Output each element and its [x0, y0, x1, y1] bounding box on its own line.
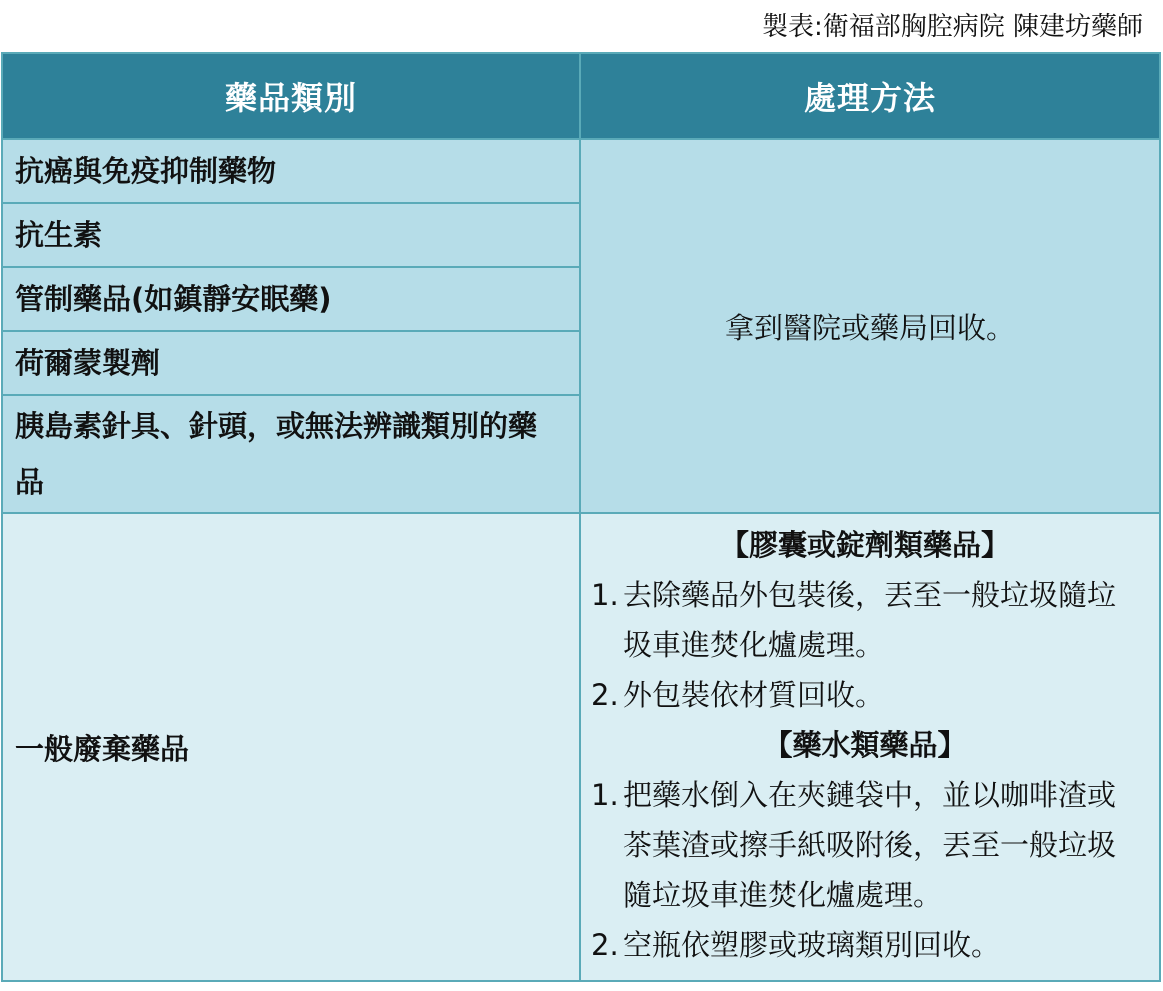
section-title: 【藥水類藥品】: [763, 728, 967, 762]
step-text: 去除藥品外包裝後，丟至一般垃圾隨垃圾車進焚化爐處理。: [623, 578, 1117, 662]
general-category-cell: 一般廢棄藥品: [2, 513, 580, 981]
section-title: 【膠囊或錠劑類藥品】: [719, 528, 1010, 562]
step-number: 1.: [591, 578, 619, 612]
medicine-disposal-table: [1, 52, 1161, 982]
table-header-row: [2, 53, 1160, 139]
list-item: [591, 770, 1139, 920]
list-item: [591, 570, 1139, 670]
header-category: 藥品類別: [2, 53, 580, 139]
category-cell: 抗癌與免疫抑制藥物: [2, 139, 580, 203]
category-cell: 管制藥品(如鎮靜安眠藥): [2, 267, 580, 331]
step-text: 外包裝依材質回收。: [623, 678, 885, 712]
table-row: [2, 139, 1160, 203]
header-method: 處理方法: [580, 53, 1160, 139]
table-row: [2, 513, 1160, 981]
general-method-cell: [580, 513, 1160, 981]
list-item: [591, 920, 1139, 970]
credit-text: 製表:衛福部胸腔病院 陳建坊藥師: [761, 12, 1143, 42]
step-number: 2.: [591, 928, 619, 962]
category-cell: 抗生素: [2, 203, 580, 267]
step-number: 2.: [591, 678, 619, 712]
list-item: [591, 670, 1139, 720]
recycle-method-cell: 拿到醫院或藥局回收。: [580, 139, 1160, 513]
step-number: 1.: [591, 778, 619, 812]
step-text: 把藥水倒入在夾鏈袋中，並以咖啡渣或茶葉渣或擦手紙吸附後，丟至一般垃圾隨垃圾車進焚化爐處理。: [623, 778, 1117, 912]
step-text: 空瓶依塑膠或玻璃類別回收。: [623, 928, 1001, 962]
category-cell: 荷爾蒙製劑: [2, 331, 580, 395]
category-cell: 胰島素針具、針頭，或無法辨識類別的藥品: [2, 395, 580, 513]
